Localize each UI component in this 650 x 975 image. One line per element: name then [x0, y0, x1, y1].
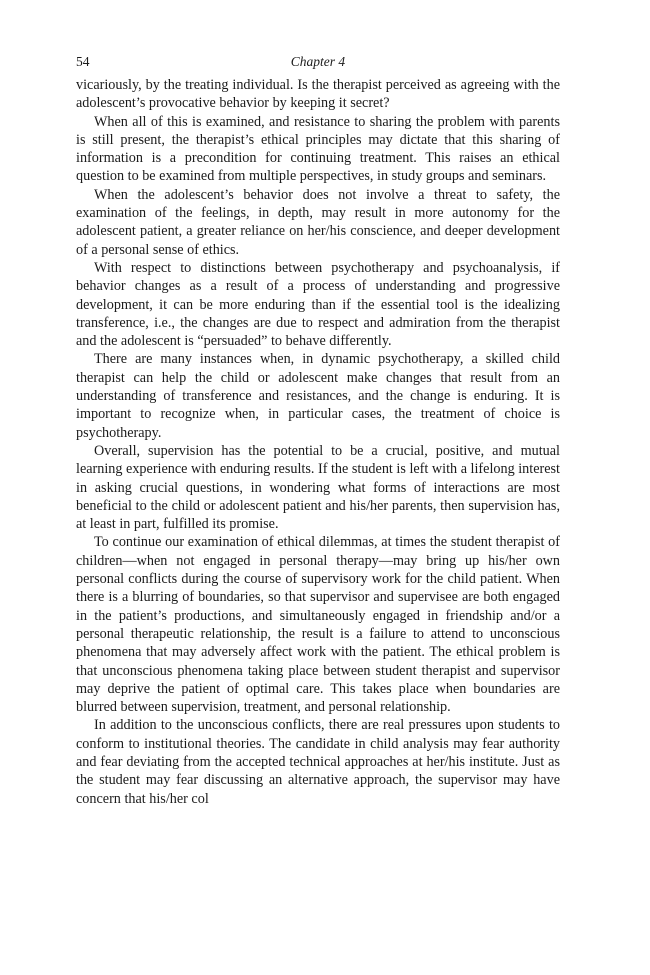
body-text	[76, 76, 560, 808]
paragraph: There are many instances when, in dynamic psychotherapy, a skilled child therapist can help the child or adolescent make changes that result from an understanding of transference and resistances, and the change is enduring. It is important to recognize when, in particular cases, the treatment of choice is psychotherapy.	[76, 351, 560, 441]
running-header	[76, 54, 560, 76]
page-number: 54	[76, 54, 90, 69]
paragraph-continued: vicariously, by the treating individual. Is the therapist perceived as agreeing with the adolescent’s provocative behavior by keeping it secret?	[76, 77, 560, 112]
paragraph: Overall, supervision has the potential to be a crucial, positive, and mutual learning experience with enduring results. If the student is left with a lifelong interest in asking crucial questions, in wondering what forms of interactions are most beneficial to the child or adolescent patient and his/her parents, then supervision has, at least in part, fulfilled its promise.	[76, 442, 560, 533]
book-page	[76, 54, 560, 808]
paragraph: When the adolescent’s behavior does not involve a threat to safety, the examination of the feelings, in depth, may result in more autonomy for the adolescent patient, a greater reliance on her/his conscience, and deeper development of a personal sense of ethics.	[76, 186, 560, 258]
chapter-title: Chapter 4	[290, 54, 346, 69]
paragraph: When all of this is examined, and resistance to sharing the problem with parents is still present, the therapist’s ethical principles may dictate that this sharing of information is a precondition for continuing treatment. This raises an ethical question to be examined from multiple perspectives, in study groups and seminars.	[76, 113, 560, 185]
paragraph: With respect to distinctions between psychotherapy and psychoanalysis, if behavior changes as a result of a process of understanding and progressive development, it can be more enduring than if the essential tool is the idealizing transference, i.e., the changes are due to respect and admiration from the therapist and the adolescent is “persuaded” to behave differently.	[76, 259, 560, 350]
paragraph: To continue our examination of ethical dilemmas, at times the student therapist of children—when not engaged in personal therapy—may bring up his/her own personal conflicts during the course of supervisory work for the child patient. When there is a blurring of boundaries, so that supervisor and supervisee are both engaged in the patient’s productions, and simultaneously engaged in friendship and/or a personal therapeutic relationship, the result is a failure to attend to unconscious phenomena that may adversely affect work with the patient. The ethical problem is that unconscious phenomena taking place between student therapist and supervisor may deprive the patient of optimal care. This takes place when boundaries are blurred between supervision, treatment, and personal relationship.	[76, 534, 560, 716]
paragraph: In addition to the unconscious conflicts, there are real pressures upon students to conform to institutional theories. The candidate in child analysis may fear authority and fear deviating from the accepted technical approaches at her/his institute. Just as the student may fear discussing an alternative approach, the supervisor may have concern that his/her col	[76, 717, 560, 807]
